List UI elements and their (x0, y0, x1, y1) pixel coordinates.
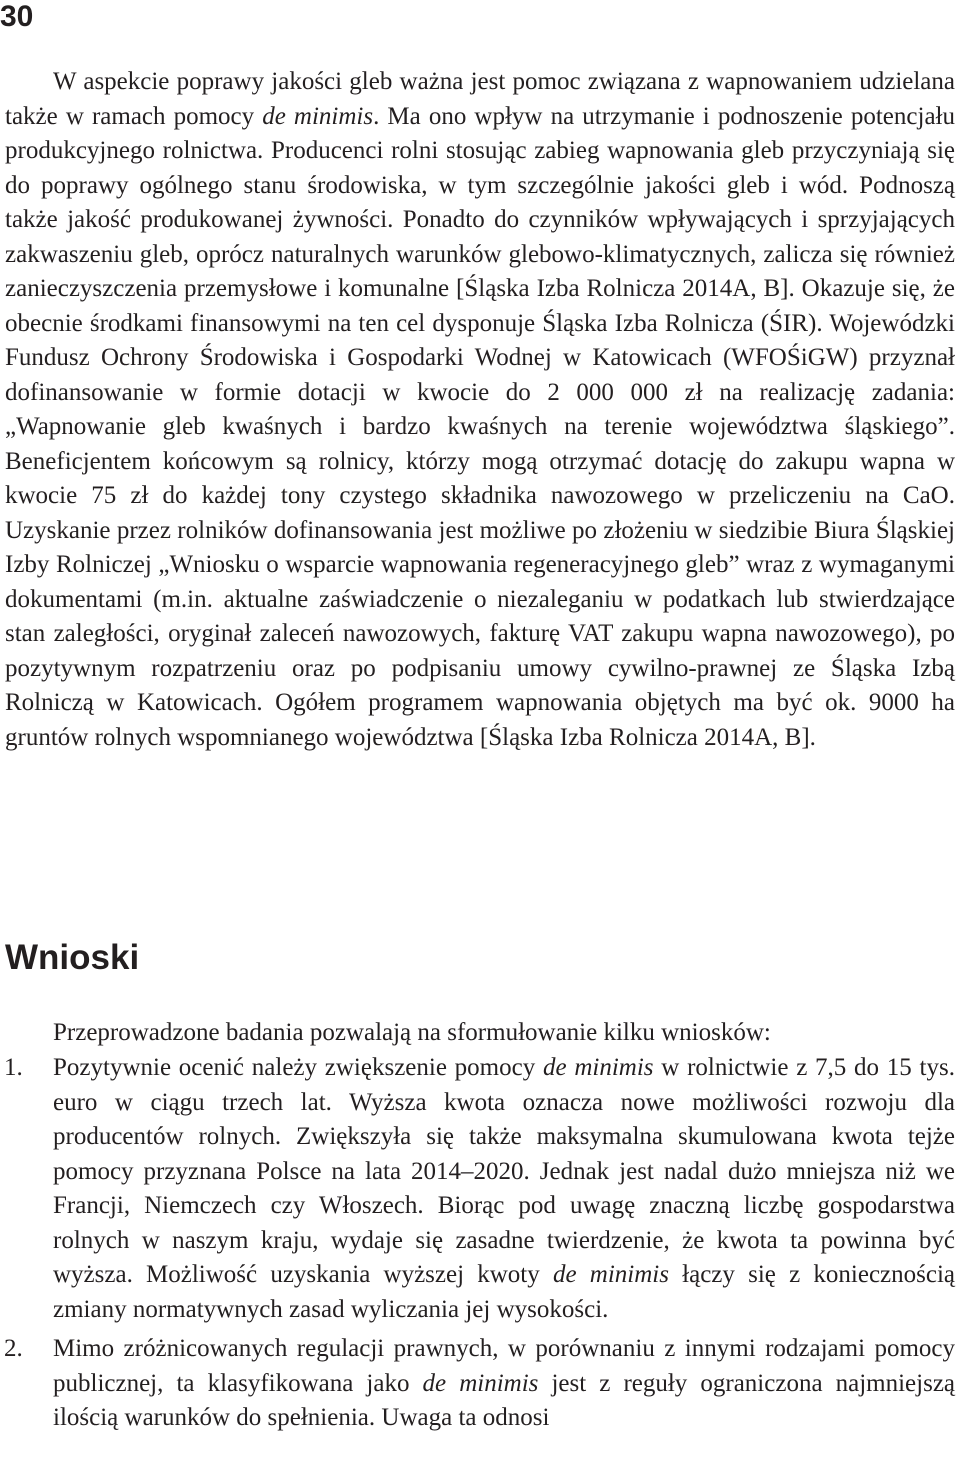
conclusion-item (0, 1051, 955, 1327)
conclusion-item (0, 1332, 955, 1436)
text-segment-italic: de minimis (262, 102, 374, 130)
text-segment: . Ma ono wpływ na utrzymanie i podnoszenie potencjału produkcyjnego rolnictwa. Producenci rolni stosując zabieg wapnowania gleb przyczyniają się do poprawy ogólnego stanu środowiska, w tym szczególnie jakości gleb i wód. Podnoszą także jakość produkowanej żywności. Ponadto do czynników wpływających i sprzyjających zakwaszeniu gleb, oprócz naturalnych warunków glebowo-klimatycznych, zalicza się również zanieczyszczenia przemysłowe i komunalne [Śląska Izba Rolnicza 2014A, B]. Okazuje się, że obecnie środkami finansowymi na ten cel dysponuje Śląska Izba Rolnicza (ŚIR). Wojewódzki Fundusz Ochrony Środowiska i Gospodarki Wodnej w Katowicach (WFOŚiGW) przyznał dofinansowanie w formie dotacji w kwocie do 2 000 000 zł na realizację zadania: „Wapnowanie gleb kwaśnych i bardzo kwaśnych na terenie województwa śląskiego”. Beneficjentem końcowym są rolnicy, którzy mogą otrzymać dotację do zakupu wapna w kwocie 75 zł do każdej tony czystego składnika nawozowego w przeliczeniu na CaO. Uzyskanie przez rolników dofinansowania jest możliwe po złożeniu w siedzibie Biura Śląskiej Izby Rolniczej „Wniosku o wsparcie wapnowania regeneracyjnego gleb” wraz z wymaganymi dokumentami (m.in. aktualne zaświadczenie o niezaleganiu w podatkach lub stwierdzające stan zaległości, oryginał zaleceń nawozowych, fakturę VAT zakupu wapna nawozowego), po pozytywnym rozpatrzeniu oraz po podpisaniu umowy cywilno-prawnej ze Śląska Izbą Rolniczą w Katowicach. Ogółem programem wapnowania objętych ma być ok. 9000 ha gruntów rolnych wspomnianego województwa [Śląska Izba Rolnicza 2014A, B]. (5, 102, 955, 751)
conclusions-intro: Przeprowadzone badania pozwalają na sformułowanie kilku wniosków: (53, 1019, 771, 1046)
text-segment-italic: de minimis (552, 1261, 669, 1288)
text-segment: Mimo zróżnicowanych regulacji prawnych, w porównaniu z innymi rodzajami pomocy publicznej, ta klasyfikowana jako (53, 1335, 955, 1397)
text-segment: W aspekcie poprawy jakości gleb ważna jest pomoc związana z wapnowaniem udzielana także w ramach pomocy (5, 68, 955, 130)
body-paragraph (5, 65, 955, 755)
conclusions-list (0, 1051, 955, 1441)
text-segment-italic: de minimis (542, 1054, 654, 1081)
text-segment: w rolnictwie z 7,5 do 15 tys. euro w ciągu trzech lat. Wyższa kwota oznacza nowe możliwości rozwoju dla producentów rolnych. Zwiększyła się także maksymalna skumulowana kwota tejże pomocy przyznana Polsce na lata 2014–2020. Jednak jest nadal dużo mniejsza niż we Francji, Niemczech czy Włoszech. Biorąc pod uwagę znaczną liczbę gospodarstwa rolnych w naszym kraju, wydaje się zasadne twierdzenie, że kwota ta powinna być wyższa. Możliwość uzyskania wyższej kwoty (53, 1054, 955, 1288)
text-segment: Pozytywnie ocenić należy zwiększenie pomocy (53, 1054, 543, 1081)
text-segment: łączy się z koniecznością zmiany normatywnych zasad wyliczania jej wysokości. (53, 1261, 955, 1323)
text-segment: jest z reguły ograniczona najmniejszą ilością warunków do spełnienia. Uwaga ta odnosi (53, 1369, 956, 1431)
item-number: 2. (4, 1335, 23, 1362)
section-heading: Wnioski (5, 938, 140, 977)
item-number: 1. (4, 1054, 23, 1081)
text-segment-italic: de minimis (422, 1369, 539, 1397)
page-number: 30 (0, 0, 34, 33)
